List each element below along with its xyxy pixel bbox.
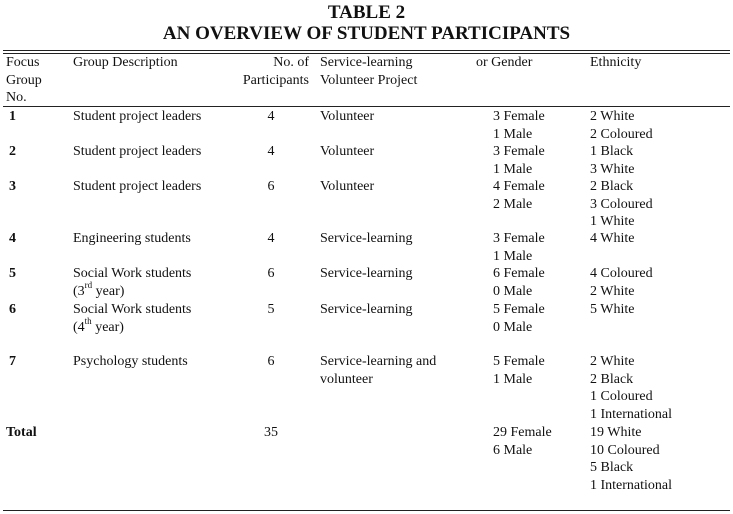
- row1-participants: 4: [267, 109, 275, 124]
- row4-project: Service-learning: [320, 231, 413, 246]
- row5-number: 5: [9, 266, 16, 281]
- row7-ethnicity: 2 White 2 Black 1 Coloured 1 International: [590, 354, 673, 422]
- row3-gender: 4 Female 2 Male: [493, 179, 545, 212]
- row7-project: Service-learning and volunteer: [320, 354, 437, 387]
- row3-description: Student project leaders: [73, 179, 202, 194]
- header-gender: or Gender: [476, 55, 533, 70]
- top-rule: [3, 50, 730, 51]
- total-participants: 35: [264, 425, 278, 440]
- row7-gender: 5 Female 1 Male: [493, 354, 545, 387]
- row6-participants: 5: [267, 302, 275, 317]
- row6-number: 6: [9, 302, 16, 317]
- row2-number: 2: [9, 144, 16, 159]
- row2-gender: 3 Female 1 Male: [493, 144, 545, 177]
- row5-participants: 6: [267, 266, 275, 281]
- row6-project: Service-learning: [320, 302, 413, 317]
- total-ethnicity: 19 White 10 Coloured 5 Black 1 International: [590, 425, 673, 493]
- header-rule: [3, 106, 730, 107]
- total-gender: 29 Female 6 Male: [493, 425, 552, 458]
- row5-description: Social Work students (3rd year): [73, 266, 192, 299]
- total-label: Total: [6, 425, 37, 440]
- row6-description: Social Work students (4th year): [73, 302, 192, 335]
- table-subtitle: AN OVERVIEW OF STUDENT PARTICIPANTS: [162, 23, 571, 44]
- row4-number: 4: [9, 231, 16, 246]
- row4-participants: 4: [267, 231, 275, 246]
- row7-description: Psychology students: [73, 354, 188, 369]
- row6-gender: 5 Female 0 Male: [493, 302, 545, 335]
- row3-project: Volunteer: [320, 179, 375, 194]
- row1-ethnicity: 2 White 2 Coloured: [590, 109, 653, 142]
- row7-number: 7: [9, 354, 16, 369]
- row2-ethnicity: 1 Black 3 White: [590, 144, 635, 177]
- row2-description: Student project leaders: [73, 144, 202, 159]
- row4-description: Engineering students: [73, 231, 191, 246]
- row5-ethnicity: 4 Coloured 2 White: [590, 266, 653, 299]
- row1-project: Volunteer: [320, 109, 375, 124]
- row4-ethnicity: 4 White: [590, 231, 635, 246]
- row3-number: 3: [9, 179, 16, 194]
- row5-project: Service-learning: [320, 266, 413, 281]
- row3-ethnicity: 2 Black 3 Coloured 1 White: [590, 179, 653, 229]
- header-participants: No. of Participants: [242, 55, 309, 88]
- table-title: TABLE 2: [327, 2, 406, 23]
- row7-participants: 6: [267, 354, 275, 369]
- header-group-description: Group Description: [73, 55, 178, 70]
- header-ethnicity: Ethnicity: [590, 55, 642, 70]
- row1-number: 1: [9, 109, 16, 124]
- row4-gender: 3 Female 1 Male: [493, 231, 545, 264]
- row2-participants: 4: [267, 144, 275, 159]
- row2-project: Volunteer: [320, 144, 375, 159]
- row1-description: Student project leaders: [73, 109, 202, 124]
- row3-participants: 6: [267, 179, 275, 194]
- header-project: Service-learning Volunteer Project: [320, 55, 418, 88]
- header-focus-group: Focus Group No.: [6, 55, 42, 105]
- bottom-rule: [3, 510, 730, 511]
- row6-ethnicity: 5 White: [590, 302, 635, 317]
- row5-gender: 6 Female 0 Male: [493, 266, 545, 299]
- row1-gender: 3 Female 1 Male: [493, 109, 545, 142]
